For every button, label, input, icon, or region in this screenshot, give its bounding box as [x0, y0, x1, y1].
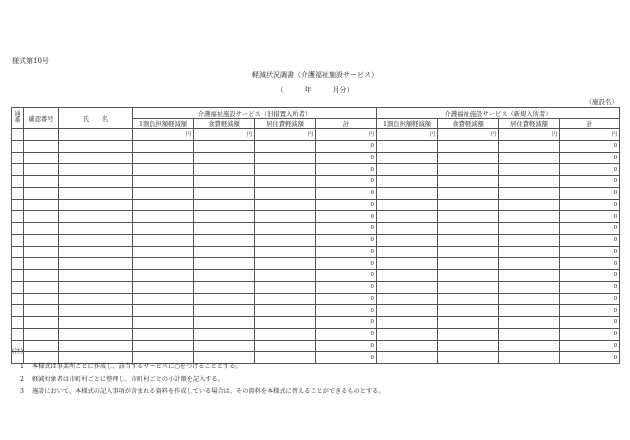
old-total-cell: 0 — [316, 164, 377, 176]
input-cell[interactable] — [499, 281, 560, 293]
input-cell[interactable] — [59, 164, 133, 176]
input-cell[interactable] — [438, 352, 499, 364]
input-cell[interactable] — [194, 293, 255, 305]
old-total-cell: 0 — [316, 328, 377, 340]
input-cell[interactable] — [438, 305, 499, 317]
unit-cell: 円 — [133, 129, 194, 141]
input-cell[interactable] — [377, 234, 438, 246]
input-cell[interactable] — [255, 152, 316, 164]
table-row — [12, 164, 620, 176]
input-cell[interactable] — [24, 187, 59, 199]
table-row — [12, 305, 620, 317]
input-cell[interactable] — [59, 328, 133, 340]
input-cell[interactable] — [59, 211, 133, 223]
table-row — [12, 140, 620, 152]
input-cell[interactable] — [24, 199, 59, 211]
header-confirmation-no: 確認番号 — [24, 108, 59, 129]
input-cell[interactable] — [59, 140, 133, 152]
table-row — [12, 187, 620, 199]
input-cell[interactable] — [255, 199, 316, 211]
input-cell[interactable] — [499, 352, 560, 364]
input-cell[interactable] — [24, 223, 59, 235]
note-text: 本様式は事業所ごとに作成し、該当するサービスに○をつけることとする。 — [32, 363, 242, 370]
input-cell[interactable] — [12, 152, 24, 164]
input-cell[interactable] — [438, 340, 499, 352]
new-total-cell: 0 — [560, 164, 620, 176]
input-cell[interactable] — [59, 234, 133, 246]
new-total-cell: 0 — [560, 270, 620, 282]
old-subheader-0: 1割負担額軽減額 — [133, 119, 194, 129]
input-cell[interactable] — [24, 281, 59, 293]
input-cell[interactable] — [24, 152, 59, 164]
input-cell[interactable] — [12, 246, 24, 258]
table-row — [12, 270, 620, 282]
input-cell[interactable] — [499, 340, 560, 352]
input-cell[interactable] — [12, 270, 24, 282]
new-total-cell: 0 — [560, 293, 620, 305]
unit-cell: 円 — [560, 129, 620, 141]
input-cell[interactable] — [194, 140, 255, 152]
input-cell[interactable] — [59, 187, 133, 199]
note-text: 施設において、本様式の記入事項が含まれる資料を作成している場合は、その資料を本様式に替えることができるものとする。 — [32, 388, 385, 395]
input-cell[interactable] — [24, 211, 59, 223]
old-total-cell: 0 — [316, 281, 377, 293]
input-cell[interactable] — [12, 328, 24, 340]
input-cell[interactable] — [194, 211, 255, 223]
input-cell[interactable] — [24, 258, 59, 270]
input-cell[interactable] — [133, 152, 194, 164]
input-cell[interactable] — [133, 199, 194, 211]
old-total-cell: 0 — [316, 270, 377, 282]
note-number: 1 — [20, 363, 24, 370]
note-number: 3 — [20, 388, 24, 395]
input-cell[interactable] — [24, 246, 59, 258]
period-line: （ 年 月分） — [276, 86, 354, 94]
old-total-cell: 0 — [316, 140, 377, 152]
new-total-cell: 0 — [560, 152, 620, 164]
input-cell[interactable] — [194, 223, 255, 235]
input-cell[interactable] — [12, 199, 24, 211]
input-cell[interactable] — [438, 199, 499, 211]
input-cell[interactable] — [12, 140, 24, 152]
old-total-cell: 0 — [316, 187, 377, 199]
input-cell[interactable] — [377, 270, 438, 282]
input-cell[interactable] — [194, 317, 255, 329]
input-cell[interactable] — [377, 281, 438, 293]
input-cell[interactable] — [438, 152, 499, 164]
input-cell[interactable] — [59, 293, 133, 305]
input-cell[interactable] — [377, 258, 438, 270]
input-cell[interactable] — [59, 258, 133, 270]
input-cell[interactable] — [255, 328, 316, 340]
input-cell[interactable] — [499, 293, 560, 305]
input-cell[interactable] — [255, 164, 316, 176]
input-cell[interactable] — [438, 176, 499, 188]
new-total-cell: 0 — [560, 328, 620, 340]
input-cell[interactable] — [59, 223, 133, 235]
unit-cell: 円 — [438, 129, 499, 141]
input-cell[interactable] — [377, 164, 438, 176]
table-row — [12, 199, 620, 211]
input-cell[interactable] — [194, 258, 255, 270]
new-total-cell: 0 — [560, 281, 620, 293]
input-cell[interactable] — [499, 246, 560, 258]
input-cell[interactable] — [133, 281, 194, 293]
header-serial-no: 通番 — [12, 108, 24, 129]
input-cell[interactable] — [24, 176, 59, 188]
note-text: 軽減対象者は市町村ごとに整理し、市町村ごとの小計額を記入する。 — [32, 375, 224, 383]
input-cell[interactable] — [24, 140, 59, 152]
input-cell[interactable] — [24, 328, 59, 340]
unit-cell: 円 — [499, 129, 560, 141]
input-cell[interactable] — [438, 140, 499, 152]
old-subheader-3: 計 — [316, 119, 377, 129]
input-cell[interactable] — [438, 281, 499, 293]
table-row — [12, 293, 620, 305]
input-cell[interactable] — [12, 293, 24, 305]
new-subheader-0: 1割負担額軽減額 — [377, 119, 438, 129]
input-cell[interactable] — [438, 234, 499, 246]
input-cell[interactable] — [499, 317, 560, 329]
input-cell[interactable] — [438, 270, 499, 282]
input-cell[interactable] — [12, 258, 24, 270]
input-cell[interactable] — [499, 234, 560, 246]
old-total-cell: 0 — [316, 293, 377, 305]
input-cell[interactable] — [24, 234, 59, 246]
input-cell[interactable] — [438, 211, 499, 223]
new-total-cell: 0 — [560, 258, 620, 270]
input-cell[interactable] — [255, 223, 316, 235]
note-item — [20, 386, 385, 395]
input-cell[interactable] — [255, 293, 316, 305]
input-cell[interactable] — [133, 317, 194, 329]
input-cell[interactable] — [194, 328, 255, 340]
notes-section — [12, 346, 385, 399]
note-number: 2 — [20, 375, 24, 383]
input-cell[interactable] — [194, 270, 255, 282]
input-cell[interactable] — [438, 328, 499, 340]
input-cell[interactable] — [377, 223, 438, 235]
empty-cell — [12, 129, 24, 141]
input-cell[interactable] — [133, 258, 194, 270]
old-total-cell: 0 — [316, 176, 377, 188]
new-subheader-1: 食費軽減額 — [438, 119, 499, 129]
input-cell[interactable] — [194, 176, 255, 188]
table-row — [12, 176, 620, 188]
new-total-cell: 0 — [560, 317, 620, 329]
new-total-cell: 0 — [560, 305, 620, 317]
input-cell[interactable] — [377, 317, 438, 329]
input-cell[interactable] — [499, 223, 560, 235]
input-cell[interactable] — [255, 140, 316, 152]
input-cell[interactable] — [194, 187, 255, 199]
input-cell[interactable] — [12, 187, 24, 199]
input-cell[interactable] — [377, 340, 438, 352]
input-cell[interactable] — [12, 211, 24, 223]
input-cell[interactable] — [438, 258, 499, 270]
input-cell[interactable] — [59, 246, 133, 258]
input-cell[interactable] — [133, 328, 194, 340]
input-cell[interactable] — [438, 293, 499, 305]
old-total-cell: 0 — [316, 246, 377, 258]
input-cell[interactable] — [438, 223, 499, 235]
new-total-cell: 0 — [560, 140, 620, 152]
form-number: 様式第10号 — [12, 57, 49, 65]
unit-row — [12, 129, 620, 141]
input-cell[interactable] — [255, 317, 316, 329]
input-cell[interactable] — [133, 211, 194, 223]
input-cell[interactable] — [12, 176, 24, 188]
new-total-cell: 0 — [560, 199, 620, 211]
input-cell[interactable] — [377, 187, 438, 199]
input-cell[interactable] — [194, 246, 255, 258]
input-cell[interactable] — [24, 305, 59, 317]
table-row — [12, 234, 620, 246]
input-cell[interactable] — [133, 234, 194, 246]
input-cell[interactable] — [438, 317, 499, 329]
input-cell[interactable] — [59, 305, 133, 317]
input-cell[interactable] — [255, 258, 316, 270]
old-total-cell: 0 — [316, 152, 377, 164]
new-total-cell: 0 — [560, 246, 620, 258]
old-total-cell: 0 — [316, 317, 377, 329]
table-row — [12, 246, 620, 258]
new-total-cell: 0 — [560, 340, 620, 352]
unit-cell: 円 — [377, 129, 438, 141]
new-total-cell: 0 — [560, 187, 620, 199]
input-cell[interactable] — [24, 270, 59, 282]
table-row — [12, 281, 620, 293]
new-total-cell: 0 — [560, 223, 620, 235]
new-subheader-3: 計 — [560, 119, 620, 129]
input-cell[interactable] — [255, 305, 316, 317]
input-cell[interactable] — [499, 199, 560, 211]
input-cell[interactable] — [24, 317, 59, 329]
empty-cell — [59, 129, 133, 141]
input-cell[interactable] — [377, 211, 438, 223]
input-cell[interactable] — [377, 352, 438, 364]
input-cell[interactable] — [12, 317, 24, 329]
input-cell[interactable] — [12, 234, 24, 246]
input-cell[interactable] — [499, 305, 560, 317]
input-cell[interactable] — [59, 281, 133, 293]
input-cell[interactable] — [377, 305, 438, 317]
input-cell[interactable] — [255, 211, 316, 223]
input-cell[interactable] — [438, 246, 499, 258]
input-cell[interactable] — [377, 199, 438, 211]
input-cell[interactable] — [194, 281, 255, 293]
input-cell[interactable] — [194, 234, 255, 246]
input-cell[interactable] — [377, 328, 438, 340]
input-cell[interactable] — [59, 199, 133, 211]
input-cell[interactable] — [255, 176, 316, 188]
input-cell[interactable] — [194, 305, 255, 317]
old-total-cell: 0 — [316, 305, 377, 317]
table-row — [12, 211, 620, 223]
input-cell[interactable] — [255, 234, 316, 246]
input-cell[interactable] — [133, 293, 194, 305]
table-row — [12, 223, 620, 235]
new-total-cell: 0 — [560, 211, 620, 223]
input-cell[interactable] — [12, 164, 24, 176]
input-cell[interactable] — [377, 293, 438, 305]
old-total-cell: 0 — [316, 223, 377, 235]
input-cell[interactable] — [24, 164, 59, 176]
new-total-cell: 0 — [560, 234, 620, 246]
input-cell[interactable] — [255, 246, 316, 258]
input-cell[interactable] — [255, 270, 316, 282]
input-cell[interactable] — [59, 317, 133, 329]
empty-cell — [24, 129, 59, 141]
table-row — [12, 317, 620, 329]
old-total-cell: 0 — [316, 211, 377, 223]
note-item — [20, 361, 385, 370]
input-cell[interactable] — [12, 305, 24, 317]
input-cell[interactable] — [499, 270, 560, 282]
header-group-old: 介護福祉施設サービス（旧措置入所者） — [133, 108, 377, 119]
old-total-cell: 0 — [316, 340, 377, 352]
table-row — [12, 258, 620, 270]
old-subheader-2: 居住費軽減額 — [255, 119, 316, 129]
note-item — [20, 374, 385, 383]
input-cell[interactable] — [499, 152, 560, 164]
old-total-cell: 0 — [316, 199, 377, 211]
input-cell[interactable] — [59, 270, 133, 282]
input-cell[interactable] — [255, 281, 316, 293]
input-cell[interactable] — [59, 152, 133, 164]
new-total-cell: 0 — [560, 352, 620, 364]
input-cell[interactable] — [377, 246, 438, 258]
input-cell[interactable] — [24, 293, 59, 305]
old-total-cell: 0 — [316, 258, 377, 270]
input-cell[interactable] — [377, 176, 438, 188]
input-cell[interactable] — [12, 223, 24, 235]
input-cell[interactable] — [133, 176, 194, 188]
header-name: 氏 名 — [59, 108, 133, 129]
header-group-new: 介護福祉施設サービス（新規入所者） — [377, 108, 620, 119]
unit-cell: 円 — [194, 129, 255, 141]
table-row — [12, 152, 620, 164]
input-cell[interactable] — [499, 187, 560, 199]
input-cell[interactable] — [133, 140, 194, 152]
old-total-cell: 0 — [316, 352, 377, 364]
input-cell[interactable] — [133, 164, 194, 176]
input-cell[interactable] — [377, 152, 438, 164]
facility-label: （施設名） — [585, 98, 618, 106]
input-cell[interactable] — [133, 246, 194, 258]
notes-heading: (注) — [12, 348, 24, 355]
input-cell[interactable] — [499, 140, 560, 152]
old-total-cell: 0 — [316, 234, 377, 246]
input-cell[interactable] — [438, 164, 499, 176]
input-cell[interactable] — [499, 258, 560, 270]
document-title: 軽減状況調書（介護福祉施設サービス） — [252, 71, 378, 79]
new-total-cell: 0 — [560, 176, 620, 188]
table-row — [12, 328, 620, 340]
input-cell[interactable] — [194, 152, 255, 164]
input-cell[interactable] — [499, 211, 560, 223]
input-cell[interactable] — [133, 187, 194, 199]
new-subheader-2: 居住費軽減額 — [499, 119, 560, 129]
input-cell[interactable] — [133, 223, 194, 235]
old-subheader-1: 食費軽減額 — [194, 119, 255, 129]
input-cell[interactable] — [12, 281, 24, 293]
input-cell[interactable] — [255, 187, 316, 199]
input-cell[interactable] — [499, 328, 560, 340]
input-cell[interactable] — [133, 305, 194, 317]
reduction-table — [11, 107, 620, 364]
input-cell[interactable] — [133, 270, 194, 282]
unit-cell: 円 — [255, 129, 316, 141]
unit-cell: 円 — [316, 129, 377, 141]
input-cell[interactable] — [438, 187, 499, 199]
input-cell[interactable] — [499, 164, 560, 176]
input-cell[interactable] — [194, 164, 255, 176]
input-cell[interactable] — [499, 176, 560, 188]
input-cell[interactable] — [194, 199, 255, 211]
input-cell[interactable] — [59, 176, 133, 188]
input-cell[interactable] — [377, 140, 438, 152]
